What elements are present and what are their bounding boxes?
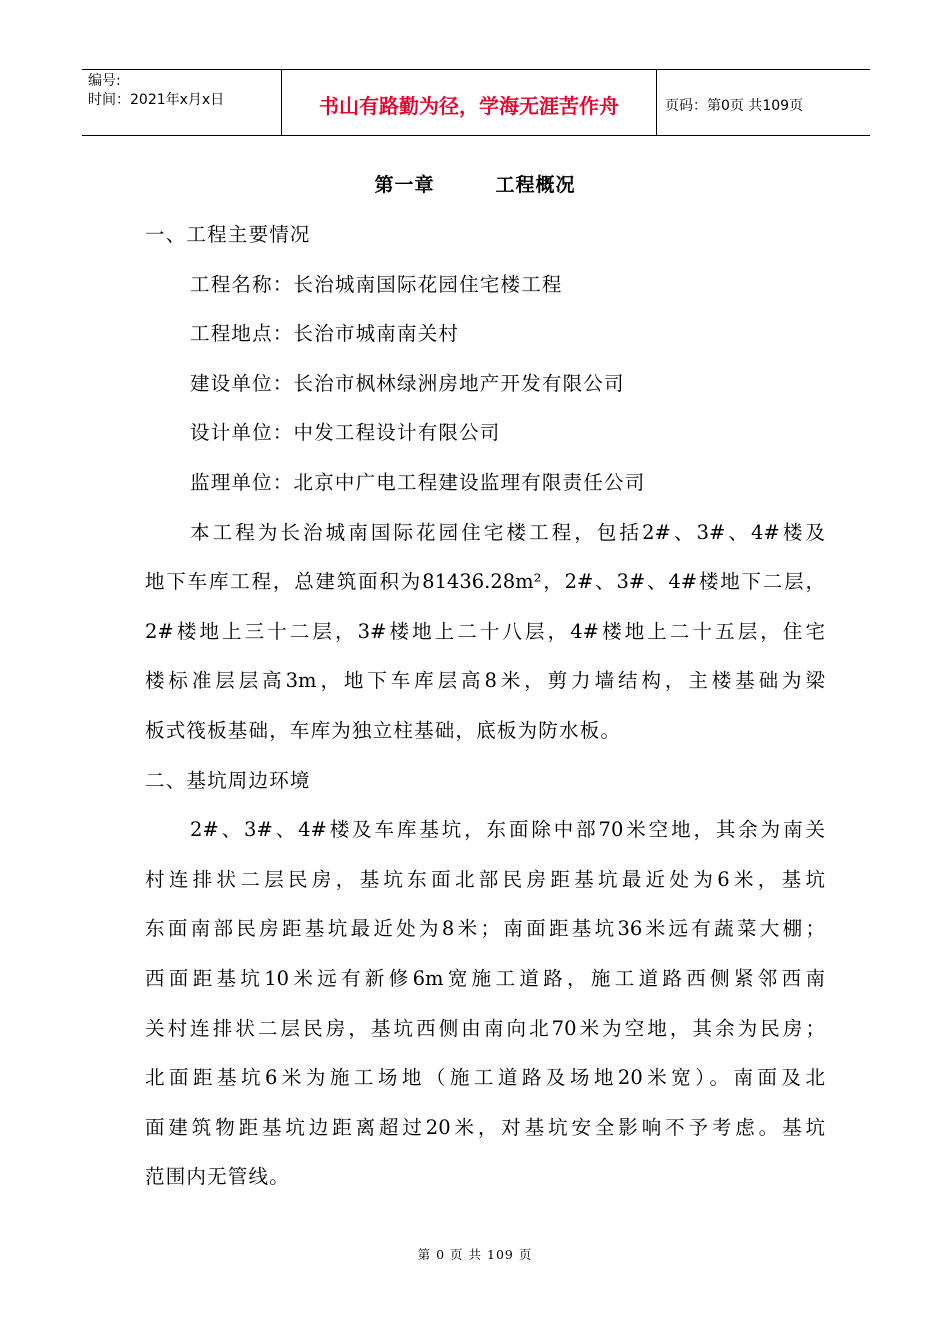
paragraph-line: 本工程为长治城南国际花园住宅楼工程，包括2#、3#、4#楼及 bbox=[190, 520, 825, 544]
section2-heading: 二、基坑周边环境 bbox=[145, 768, 311, 792]
header-page-code: 页码：第0页 共109页 bbox=[665, 97, 804, 114]
project-name: 工程名称：长治城南国际花园住宅楼工程 bbox=[190, 272, 563, 296]
section1-heading: 一、工程主要情况 bbox=[145, 223, 311, 246]
developer: 建设单位：长治市枫林绿洲房地产开发有限公司 bbox=[190, 371, 625, 395]
paragraph-line: 东面南部民房距基坑最近处为8米；南面距基坑36米远有蔬菜大棚； bbox=[145, 917, 825, 941]
paragraph-line: 西面距基坑10米远有新修6m宽施工道路，施工道路西侧紧邻西南 bbox=[145, 966, 825, 990]
header-meta-cell bbox=[82, 70, 282, 135]
paragraph-line: 楼标准层层高3m，地下车库层高8米，剪力墙结构，主楼基础为梁 bbox=[145, 669, 825, 693]
number-label: 编号: bbox=[88, 73, 121, 89]
paragraph-line: 关村连排状二层民房，基坑西侧由南向北70米为空地，其余为民房； bbox=[145, 1016, 825, 1040]
paragraph-line: 北面距基坑6米为施工场地（施工道路及场地20米宽）。南面及北 bbox=[145, 1066, 825, 1090]
chapter-title: 第一章 工程概况 bbox=[374, 174, 576, 196]
paragraph-line: 面建筑物距基坑边距离超过20米，对基坑安全影响不予考虑。基坑 bbox=[145, 1115, 825, 1139]
paragraph-line: 地下车库工程，总建筑面积为81436.28m²，2#、3#、4#楼地下二层， bbox=[145, 570, 825, 594]
paragraph-line: 2#、3#、4#楼及车库基坑，东面除中部70米空地，其余为南关 bbox=[190, 818, 825, 842]
paragraph-line: 范围内无管线。 bbox=[145, 1165, 290, 1189]
header-motto: 书山有路勤为径，学海无涯苦作舟 bbox=[282, 70, 657, 135]
supervisor: 监理单位：北京中广电工程建设监理有限责任公司 bbox=[190, 470, 646, 494]
document-header bbox=[82, 69, 870, 136]
document-body bbox=[145, 218, 825, 1210]
paragraph-line: 板式筏板基础，车库为独立柱基础，底板为防水板。 bbox=[145, 718, 622, 742]
paragraph-line: 2#楼地上三十二层，3#楼地上二十八层，4#楼地上二十五层，住宅 bbox=[145, 619, 825, 643]
page-footer: 第 0 页 共 109 页 bbox=[417, 1247, 533, 1262]
designer: 设计单位：中发工程设计有限公司 bbox=[190, 421, 501, 445]
time-label: 时间：2021年x月x日 bbox=[88, 92, 225, 108]
paragraph-line: 村连排状二层民房，基坑东面北部民房距基坑最近处为6米，基坑 bbox=[145, 867, 825, 891]
project-location: 工程地点：长治市城南南关村 bbox=[190, 322, 460, 346]
